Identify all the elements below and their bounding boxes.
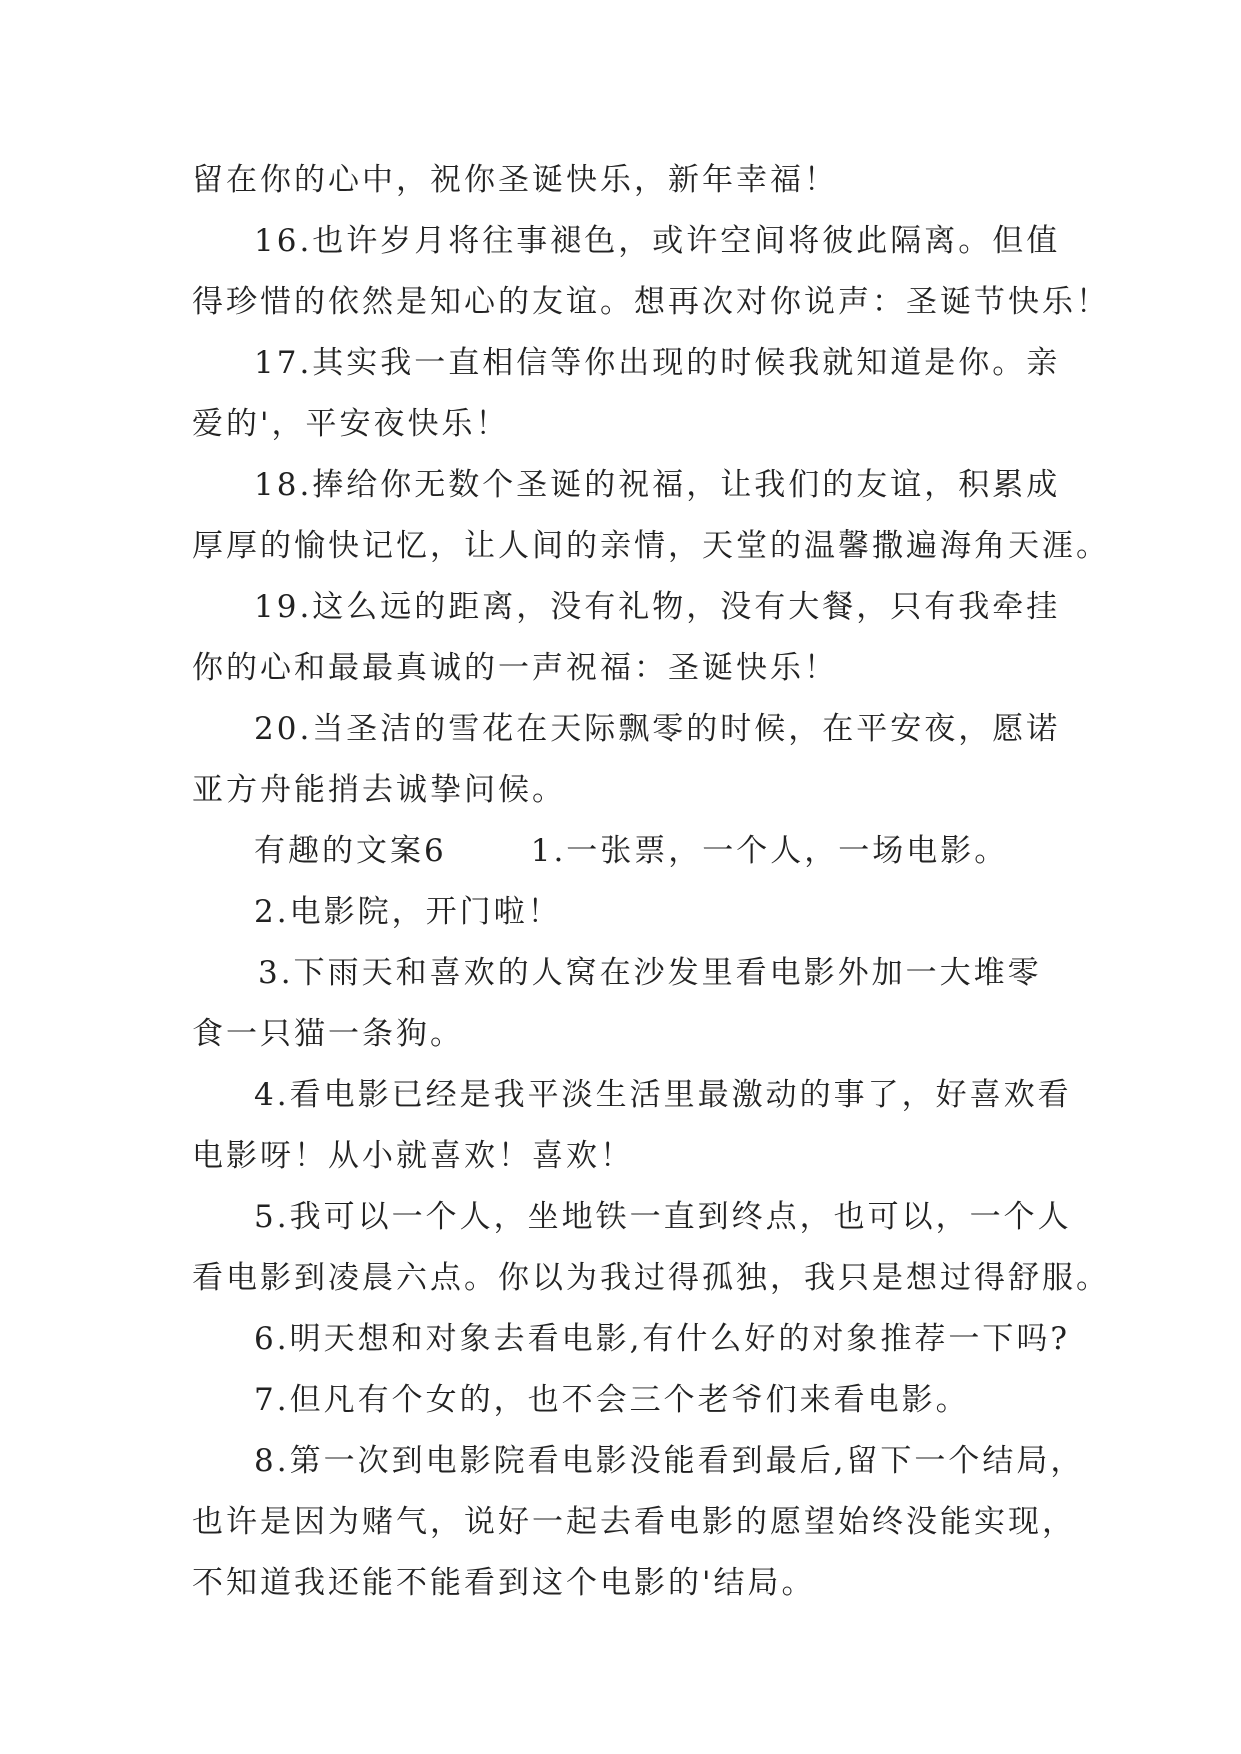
text-line-10: 20.当圣洁的雪花在天际飘零的时候，在平安夜，愿诺	[254, 711, 1061, 747]
text-line-20: 看电影到凌晨六点。你以为我过得孤独，我只是想过得舒服。	[192, 1260, 1110, 1296]
text-line-16: 食一只猫一条狗。	[192, 1016, 464, 1052]
text-line-4: 17.其实我一直相信等你出现的时候我就知道是你。亲	[254, 345, 1061, 381]
section-heading-line	[192, 821, 1052, 882]
text-line-8: 19.这么远的距离，没有礼物，没有大餐，只有我牵挂	[254, 589, 1061, 625]
text-line-14: 2.电影院，开门啦！	[254, 894, 562, 930]
text-line-15: 3.下雨天和喜欢的人窝在沙发里看电影外加一大堆零	[258, 955, 1042, 991]
text-line-22: 7.但凡有个女的，也不会三个老爷们来看电影。	[254, 1382, 970, 1418]
text-line-1: 留在你的心中，祝你圣诞快乐，新年幸福！	[192, 162, 838, 198]
text-line-21: 6.明天想和对象去看电影,有什么好的对象推荐一下吗?	[254, 1321, 1071, 1357]
text-line-9: 你的心和最最真诚的一声祝福：圣诞快乐！	[192, 650, 838, 686]
text-line-17: 4.看电影已经是我平淡生活里最激动的事了，好喜欢看	[254, 1077, 1072, 1113]
text-line-23: 8.第一次到电影院看电影没能看到最后,留下一个结局，	[254, 1443, 1085, 1479]
text-line-5: 爱的'，平安夜快乐！	[192, 406, 510, 442]
text-line-24: 也许是因为赌气，说好一起去看电影的愿望始终没能实现，	[192, 1504, 1076, 1540]
document-body	[192, 150, 1110, 1614]
text-line-11: 亚方舟能捎去诚挚问候。	[192, 772, 566, 808]
text-line-7: 厚厚的愉快记忆，让人间的亲情，天堂的温馨撒遍海角天涯。	[192, 528, 1110, 564]
text-line-6: 18.捧给你无数个圣诞的祝福，让我们的友谊，积累成	[254, 467, 1061, 503]
text-line-18: 电影呀！从小就喜欢！喜欢！	[192, 1138, 634, 1174]
text-line-2: 16.也许岁月将往事褪色，或许空间将彼此隔离。但值	[254, 223, 1061, 259]
text-line-19: 5.我可以一个人，坐地铁一直到终点，也可以，一个人	[254, 1199, 1072, 1235]
text-line-13: 1.一张票，一个人，一场电影。	[530, 833, 1009, 869]
text-line-3: 得珍惜的依然是知心的友谊。想再次对你说声：圣诞节快乐！	[192, 284, 1110, 320]
section-heading: 有趣的文案6	[254, 833, 447, 869]
text-line-25: 不知道我还能不能看到这个电影的'结局。	[192, 1565, 816, 1601]
